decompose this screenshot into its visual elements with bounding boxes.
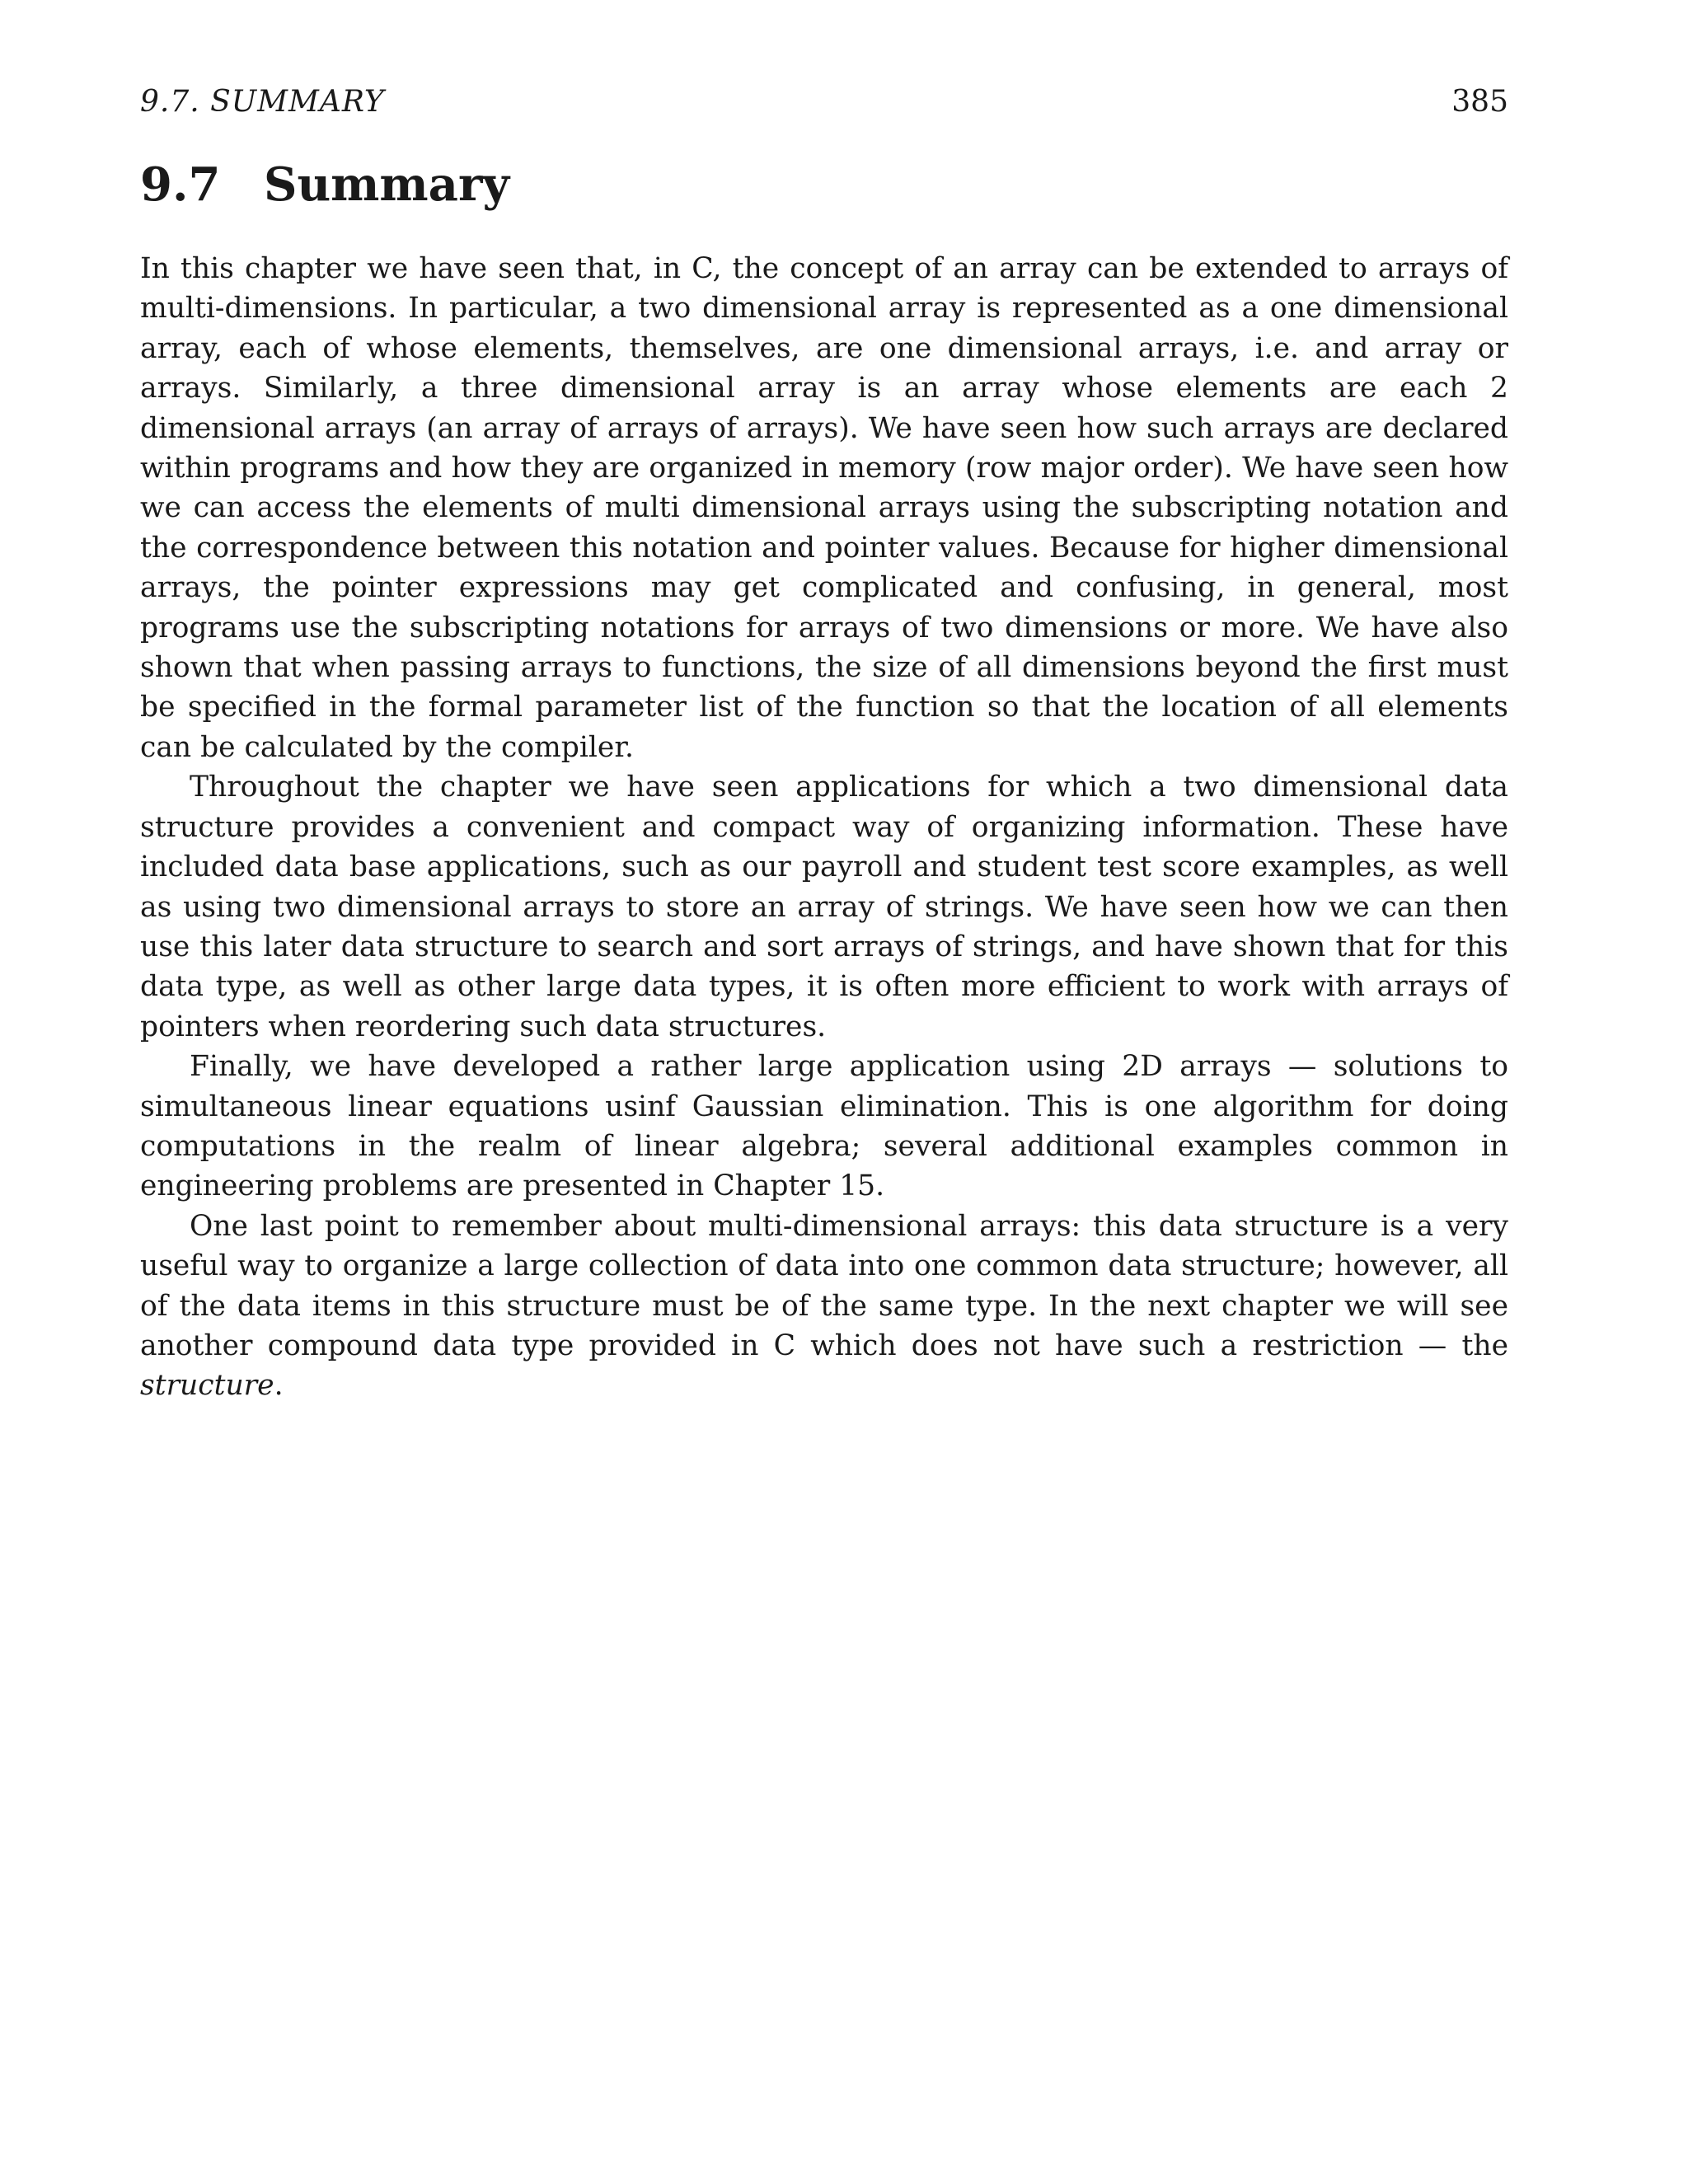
page [140, 79, 1508, 1406]
paragraph-4-end: . [274, 1369, 284, 1403]
section-number: 9.7 [140, 157, 221, 212]
running-header [140, 79, 1508, 125]
running-header-section: 9.7. SUMMARY [140, 85, 385, 119]
section-body [140, 249, 1508, 1406]
paragraph-4 [140, 1207, 1508, 1406]
paragraph-1: In this chapter we have seen that, in C, the concept of an array can be extended to arrays of multi-dimensions. In particular, a two dimensional array is represented as a one dimensional array, each of whose elements, themselves, are one dimensional arrays, i.e. and array or arrays. Similarly, a three dimensional array is an array whose elements are each 2 dimensional arrays (an array of arrays of arrays). We have seen how such arrays are declared within programs and how they are organized in memory (row major order). We have seen how we can access the elements of multi dimensional arrays using the subscripting notation and the correspondence between this notation and pointer values. Because for higher dimensional arrays, the pointer expressions may get complicated and confusing, in general, most programs use the subscripting notations for arrays of two dimensions or more. We have also shown that when passing arrays to functions, the size of all dimensions beyond the first must be specified in the formal parameter list of the function so that the location of all elements can be calculated by the compiler. [140, 252, 1508, 764]
emphasis-structure: structure [140, 1369, 274, 1403]
paragraph-2: Throughout the chapter we have seen applications for which a two dimensional data structure provides a convenient and compact way of organizing information. These have included data base applications, such as our payroll and student test score examples, as well as using two dimensional arrays to store an array of strings. We have seen how we can then use this later data structure to search and sort arrays of strings, and have shown that for this data type, as well as other large data types, it is often more efficient to work with arrays of pointers when reordering such data structures. [140, 771, 1508, 1043]
section-title: Summary [264, 157, 509, 212]
page-number: 385 [1451, 85, 1508, 119]
paragraph-4-text: One last point to remember about multi-dimensional arrays: this data structure is a very useful way to organize a large collection of data into one common data structure; however, all of the data items in this structure must be of the same type. In the next chapter we will see another compound data type provided in C which does not have such a restriction — the [140, 1209, 1508, 1362]
paragraph-3: Finally, we have developed a rather large application using 2D arrays — solutions to simultaneous linear equations usinf Gaussian elimination. This is one algorithm for doing computations in the realm of linear algebra; several additional examples common in engineering problems are presented in Chapter 15. [140, 1050, 1508, 1203]
section-heading [140, 155, 1508, 214]
